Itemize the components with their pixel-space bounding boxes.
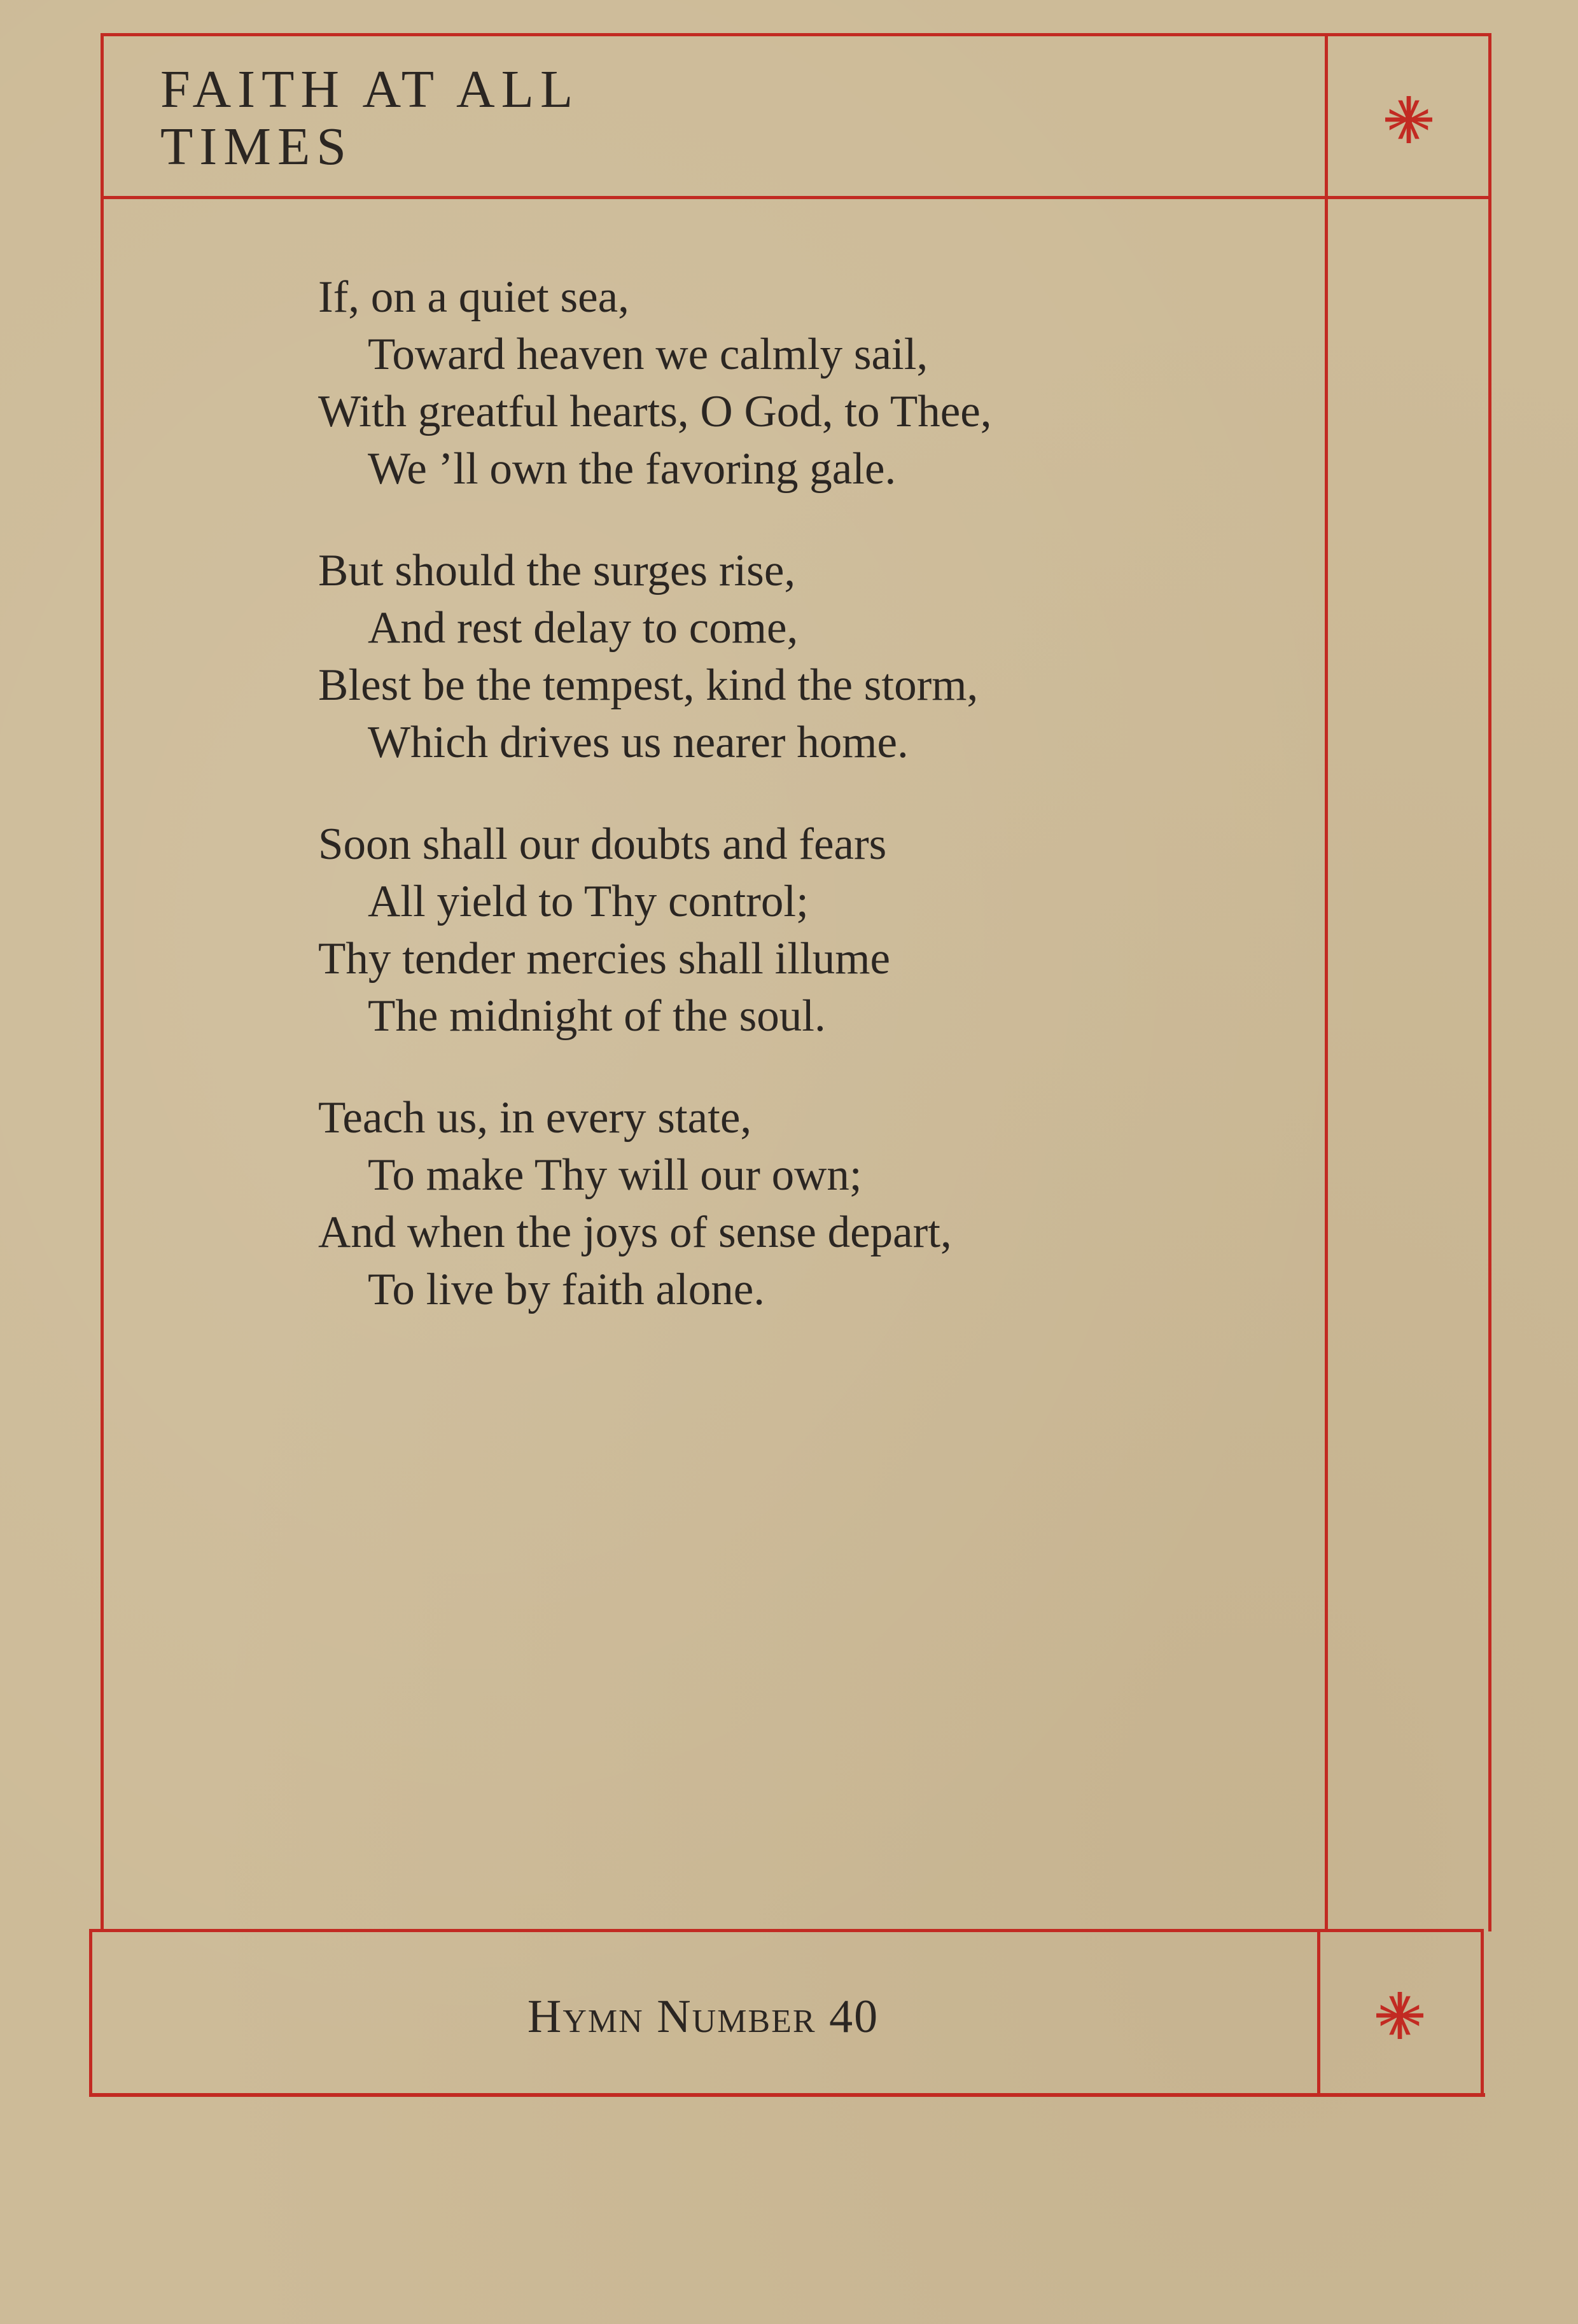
header-bottom-rule: [101, 196, 1491, 199]
poem-line: If, on a quiet sea,: [318, 272, 629, 322]
poem-line: But should the surges rise,: [318, 546, 796, 595]
poem-stanza: [318, 816, 1323, 1045]
poem-stanza: [318, 542, 1323, 771]
poem-line: With greatful hearts, O God, to Thee,: [318, 387, 992, 436]
hymn-number-label: Hymn Number 40: [527, 1991, 879, 2043]
poem-line: To make Thy will our own;: [368, 1150, 862, 1200]
cross-pattee-icon: [1373, 1989, 1427, 2042]
poem-line: Toward heaven we calmly sail,: [368, 330, 928, 379]
poem-stanza: [318, 1089, 1323, 1318]
poem-line: Blest be the tempest, kind the storm,: [318, 660, 979, 710]
poem-line: And when the joys of sense depart,: [318, 1207, 952, 1257]
column-divider-rule: [1325, 33, 1328, 1931]
poem-line: All yield to Thy control;: [368, 877, 809, 926]
poem-line: The midnight of the soul.: [368, 991, 826, 1041]
poem-line: We ’ll own the favoring gale.: [368, 444, 897, 494]
hymn-title-line-1: FAITH AT ALL: [160, 60, 580, 119]
cross-pattee-icon: [1382, 93, 1435, 146]
poem-line: Soon shall our doubts and fears: [318, 819, 887, 869]
poem-line: To live by faith alone.: [368, 1265, 765, 1314]
column-divider-rule-lower: [1317, 1929, 1320, 2097]
frame-bottom-rule: [89, 2093, 1485, 2097]
poem-line: Thy tender mercies shall illume: [318, 934, 891, 984]
frame-right-rule-lower: [1481, 1929, 1484, 2097]
frame-left-rule: [101, 33, 104, 1931]
frame-top-rule: [101, 33, 1491, 36]
poem-body: [318, 268, 1323, 1363]
frame-right-rule: [1488, 33, 1491, 1931]
poem-line: Which drives us nearer home.: [368, 718, 909, 767]
poem-line: And rest delay to come,: [368, 603, 799, 653]
poem-stanza: [318, 268, 1323, 498]
hymn-title-line-2: TIMES: [160, 117, 353, 176]
poem-line: Teach us, in every state,: [318, 1093, 752, 1143]
hymn-title: [160, 61, 579, 176]
footer-top-rule: [90, 1929, 1484, 1932]
